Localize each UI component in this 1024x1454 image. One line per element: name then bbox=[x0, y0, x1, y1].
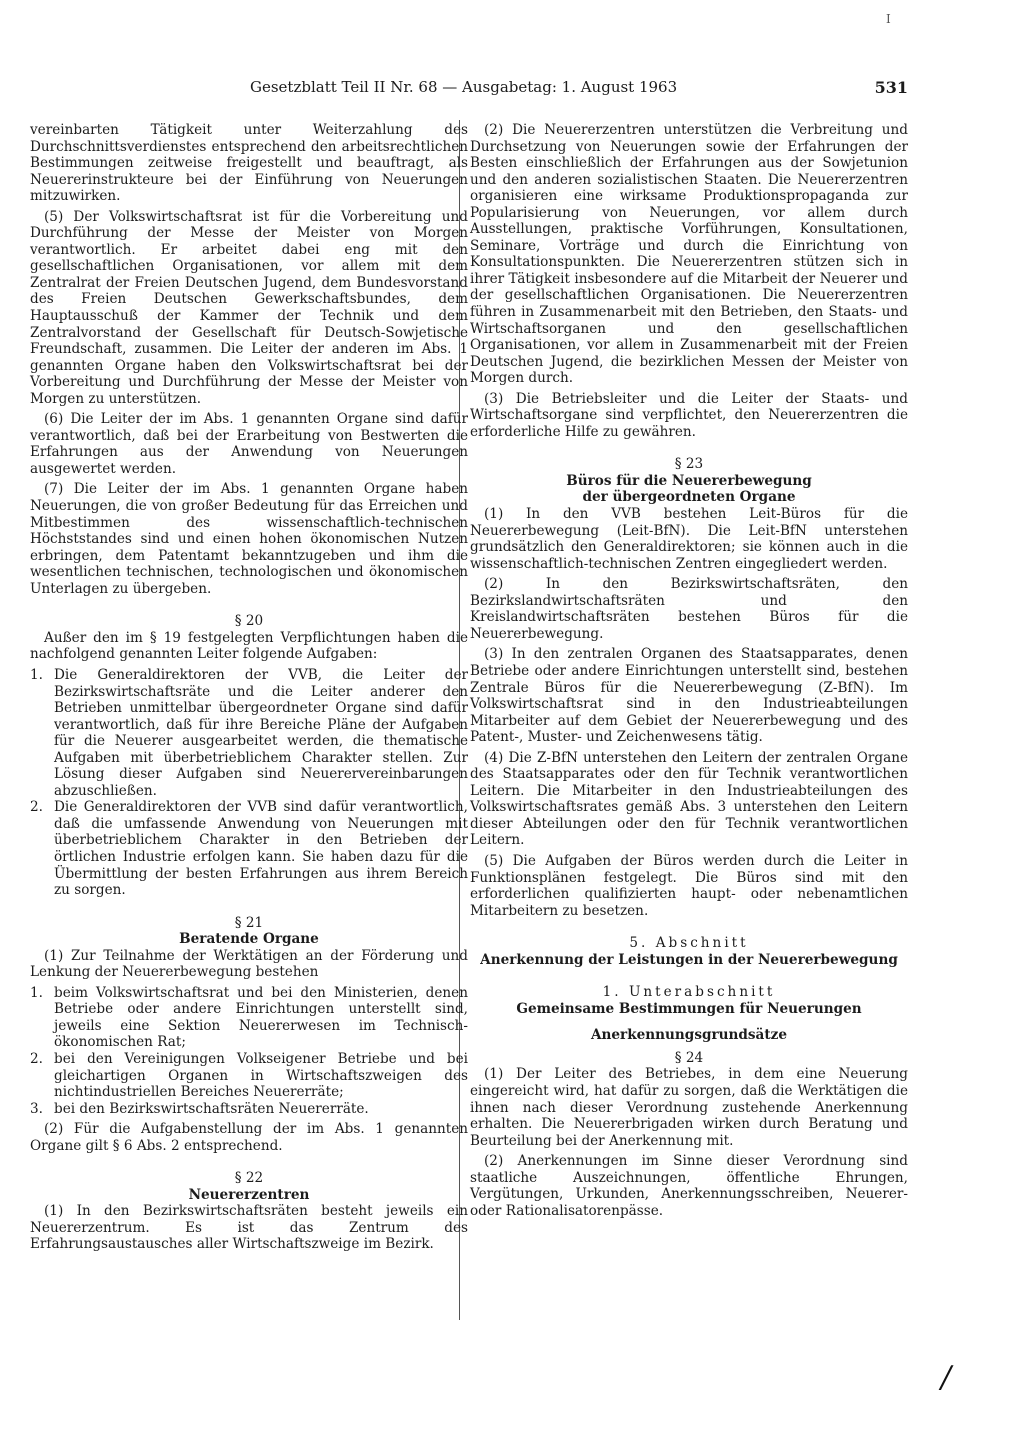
section-22-paragraph-1: (1) In den Bezirkswirtschaftsräten besteht jeweils ein Neuererzentrum. Es ist das Zentrum des Erfahrungsaustausches aller Wirtschaftszweige im Bezirk. bbox=[30, 1203, 468, 1253]
header-title: Gesetzblatt Teil II Nr. 68 — Ausgabetag: 1. August 1963 bbox=[250, 78, 678, 96]
section-22-paragraph-3: (3) Die Betriebsleiter und die Leiter der Staats- und Wirtschaftsorgane sind verpflichtet, den Neuererzentren die erforderliche Hilfe zu gewähren. bbox=[470, 390, 908, 440]
section-22-heading: § 22 bbox=[234, 1170, 264, 1187]
chapter-title: Anerkennung der Leistungen in der Neuererbewegung bbox=[480, 951, 898, 968]
section-20-list bbox=[30, 667, 468, 899]
chapter-label: 5. Abschnitt bbox=[629, 935, 749, 952]
section-23-title-line-2: der übergeordneten Organe bbox=[582, 489, 796, 506]
section-24-paragraph-1: (1) Der Leiter des Betriebes, in dem eine Neuerung eingereicht wird, hat dafür zu sorgen, daß die Werktätigen die ihnen nach dieser Verordnung zustehende Anerkennung erhalten. Die Neuererbrigaden wirken durch Beratung und Beurteilung bei der Anerkennung mit. bbox=[470, 1066, 908, 1149]
section-23-heading: § 23 bbox=[674, 456, 704, 473]
list-item-text: bei den Vereinigungen Volkseigener Betriebe und bei gleichartigen Organen in Wirtschaftszweigen des nichtindustriellen Bereiches Neuererräte; bbox=[54, 1050, 468, 1101]
list-item-text: Die Generaldirektoren der VVB, die Leiter der Bezirkswirtschaftsräte und die Leiter anderer den Betrieben unmittelbar übergeordneter Organe sind dafür verantwortlich, daß für ihre Bereiche Pläne der Aufgaben für die Neuerer ausgearbeitet werden, die thematische Aufgaben mit überbetrieblichem Charakter stellen. Zur Lösung dieser Aufgaben sind Neuerervereinbarungen abzuschließen. bbox=[54, 666, 468, 799]
section-21-list bbox=[30, 985, 468, 1117]
list-item bbox=[30, 985, 468, 1051]
section-23-paragraph-5: (5) Die Aufgaben der Büros werden durch die Leiter in Funktionsplänen festgelegt. Die Büros sind mit den erforderlichen qualifizierten haupt- oder nebenamtlichen Mitarbeitern zu besetzen. bbox=[470, 852, 908, 919]
section-24-paragraph-2: (2) Anerkennungen im Sinne dieser Verordnung sind staatliche Auszeichnungen, öffentliche Ehrungen, Vergütungen, Urkunden, Anerkennungsschreiben, Neuerer- oder Rationalisatorenpässe. bbox=[470, 1153, 908, 1219]
list-item bbox=[30, 799, 468, 898]
subchapter-label: 1. Unterabschnitt bbox=[602, 984, 776, 1001]
section-23-paragraph-4: (4) Die Z-BfN unterstehen den Leitern der zentralen Organe des Staatsapparates oder den für Technik verantwortlichen Leitern. Die Mitarbeiter in den Industrieabteilungen des Volkswirtschaftsrates gemäß Abs. 3 unterstehen den Leitern dieser Abteilungen oder den für Technik verantwortlichen Leitern. bbox=[470, 749, 908, 849]
section-24-heading: § 24 bbox=[674, 1049, 704, 1066]
paragraph-continued: vereinbarten Tätigkeit unter Weiterzahlung des Durchschnittsverdienstes entsprechend den arbeitsrechtlichen Bestimmungen zeitweise freigestellt und beauftragt, als Neuererinstrukteure bei der Einführung von Neuerungen mitzuwirken. bbox=[30, 122, 468, 205]
section-21-paragraph-2: (2) Für die Aufgabenstellung der im Abs. 1 genannten Organe gilt § 6 Abs. 2 entsprechend. bbox=[30, 1121, 468, 1154]
paragraph-5: (5) Der Volkswirtschaftsrat ist für die Vorbereitung und Durchführung der Messe der Meister von Morgen verantwortlich. Er arbeitet dabei eng mit den gesellschaftlichen Organisationen, vor allem mit dem Zentralrat der Freien Deutschen Jugend, dem Bundesvorstand des Freien Deutschen Gewerkschaftsbundes, dem Hauptausschuß der Kammer der Technik und dem Zentralvorstand der Gesellschaft für Deutsch-Sowjetische Freundschaft, zusammen. Die Leiter der anderen im Abs. 1 genannten Organe haben den Volkswirtschaftsrat bei der Vorbereitung und Durchführung der Messe der Meister von Morgen zu unterstützen. bbox=[30, 208, 468, 407]
margin-mark-right: / bbox=[941, 1360, 952, 1395]
list-item-text: Die Generaldirektoren der VVB sind dafür verantwortlich, daß die umfassende Anwendung von Neuerungen mit überbetrieblichem Charakter in den Betrieben der örtlichen Industrie erfolgen kann. Sie haben dazu für die Übermittlung der besten Erfahrungen aus ihrem Bereich zu sorgen. bbox=[54, 799, 468, 899]
section-20-heading: § 20 bbox=[234, 613, 264, 630]
list-item-text: beim Volkswirtschaftsrat und bei den Ministerien, denen Betriebe oder andere Einrichtungen unterstellt sind, jeweils eine Sektion Neuererwesen im Technisch-ökonomischen Rat; bbox=[54, 984, 468, 1051]
section-23-title-line-1: Büros für die Neuererbewegung bbox=[566, 472, 812, 489]
section-21-heading: § 21 bbox=[234, 914, 264, 931]
list-item-number: 1. bbox=[30, 984, 43, 1001]
page-number: 531 bbox=[874, 78, 908, 97]
left-column bbox=[30, 122, 468, 1257]
list-item-number: 3. bbox=[30, 1100, 43, 1117]
paragraph-6: (6) Die Leiter der im Abs. 1 genannten Organe sind dafür verantwortlich, daß bei der Erarbeitung von Bestwerten die Erfahrungen aus der Anwendung von Neuerungen ausgewertet werden. bbox=[30, 411, 468, 477]
list-item-text: bei den Bezirkswirtschaftsräten Neuererräte. bbox=[54, 1100, 369, 1117]
section-20-intro: Außer den im § 19 festgelegten Verpflichtungen haben die nachfolgend genannten Leiter folgende Aufgaben: bbox=[30, 629, 468, 663]
list-item bbox=[30, 667, 468, 799]
margin-mark-top: I bbox=[886, 12, 891, 26]
list-item bbox=[30, 1051, 468, 1101]
section-23-paragraph-1: (1) In den VVB bestehen Leit-Büros für die Neuererbewegung (Leit-BfN). Die Leit-BfN unterstehen grundsätzlich den Generaldirektoren; sie können auch in die wissenschaftlich-technischen Zentren eingegliedert werden. bbox=[470, 506, 908, 572]
paragraph-7: (7) Die Leiter der im Abs. 1 genannten Organe haben Neuerungen, die von großer Bedeutung für das Erreichen und Mitbestimmen des wissenschaftlich-technischen Höchststandes sind und einen hohen ökonomischen Nutzen erbringen, dem Patentamt bekanntzugeben und ihm die wesentlichen technischen, technologischen und ökonomischen Unterlagen zu übergeben. bbox=[30, 481, 468, 597]
section-22-paragraph-2: (2) Die Neuererzentren unterstützen die Verbreitung und Durchsetzung von Neuerungen sowie der Erfahrungen der Besten einschließlich der Erfahrungen aus der Sowjetunion und den anderen sozialistischen Staaten. Die Neuererzentren organisieren eine wirksame Produktionspropaganda zur Popularisierung von Neuerungen, vor allem durch Ausstellungen, praktische Vorführungen, Konsultationen, Seminare, Vorträge und durch die Einrichtung von Konsultationspunkten. Die Neuererzentren stützen sich in ihrer Tätigkeit insbesondere auf die Mitarbeit der Neuerer und der gesellschaftlichen Organisationen. Die Neuererzentren führen in Zusammenarbeit mit den Betrieben, den Staats- und Wirtschaftsorganen und den gesellschaftlichen Organisationen, vor allem in Zusammenarbeit mit der Freien Deutschen Jugend, die bezirklichen Messen der Meister von Morgen durch. bbox=[470, 122, 908, 387]
subchapter-title: Gemeinsame Bestimmungen für Neuerungen bbox=[516, 1000, 862, 1017]
section-22-title: Neuererzentren bbox=[188, 1186, 310, 1203]
list-item-number: 2. bbox=[30, 1050, 43, 1067]
section-21-paragraph-1: (1) Zur Teilnahme der Werktätigen an der Förderung und Lenkung der Neuererbewegung bestehen bbox=[30, 947, 468, 981]
list-item bbox=[30, 1101, 468, 1118]
section-23-paragraph-2: (2) In den Bezirkswirtschaftsräten, den Bezirkslandwirtschaftsräten und den Kreislandwirtschaftsräten bestehen Büros für die Neuererbewegung. bbox=[470, 576, 908, 642]
section-23-paragraph-3: (3) In den zentralen Organen des Staatsapparates, denen Betriebe oder andere Einrichtungen unterstellt sind, bestehen Zentrale Büros für die Neuererbewegung (Z-BfN). Im Volkswirtschaftsrat sind in den Industrieabteilungen Mitarbeiter auf dem Gebiet der Neuererbewegung und des Patent-, Muster- und Zeichenwesens tätig. bbox=[470, 646, 908, 746]
list-item-number: 2. bbox=[30, 799, 43, 816]
right-column bbox=[470, 122, 908, 1223]
subchapter-subtitle: Anerkennungsgrundsätze bbox=[590, 1027, 788, 1044]
list-item-number: 1. bbox=[30, 666, 43, 683]
section-21-title: Beratende Organe bbox=[179, 931, 319, 948]
page-header bbox=[28, 78, 908, 100]
